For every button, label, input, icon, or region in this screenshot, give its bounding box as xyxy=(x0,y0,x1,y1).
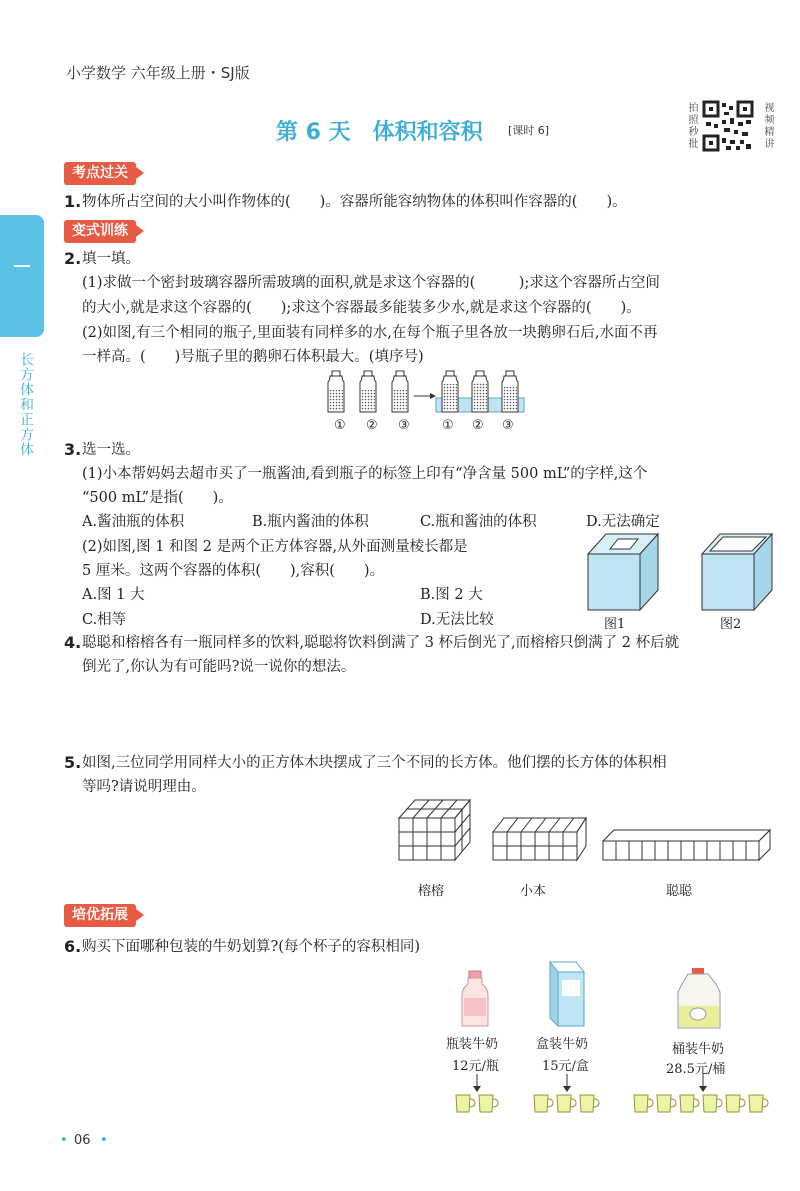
cuboid-name: 小本 xyxy=(520,884,547,899)
page-title: 第 6 天 体积和容积 xyxy=(276,120,483,145)
footer-dot-right: • xyxy=(100,1133,108,1148)
milk-carton-icon xyxy=(546,958,588,1028)
section-tag-extension: 培优拓展 xyxy=(64,904,136,927)
cup-icon xyxy=(747,1092,769,1118)
cube-container-figure-2 xyxy=(700,532,774,612)
product-price: 12元/瓶 xyxy=(452,1059,499,1074)
product-name: 瓶装牛奶 xyxy=(446,1037,499,1052)
down-arrow-icon xyxy=(562,1074,572,1092)
q3-text: 选一选。 xyxy=(82,442,140,458)
q2-part1-line2: 的大小,就是求这个容器的( );求这个容器最多能装多少水,就是求这个容器的( )。 xyxy=(82,300,641,316)
product-price: 15元/盒 xyxy=(542,1059,589,1074)
down-arrow-icon xyxy=(698,1074,708,1092)
q4-number: 4. xyxy=(64,633,82,652)
bottle-after-3 xyxy=(502,371,518,412)
figure-1-caption: 图1 xyxy=(604,617,626,632)
cup-icon xyxy=(477,1092,499,1118)
cups-carton xyxy=(532,1092,601,1118)
q2-part2-line1: (2)如图,有三个相同的瓶子,里面装有同样多的水,在每个瓶子里各放一块鹅卵石后,水面不再 xyxy=(82,325,658,341)
section-tag-practice: 变式训练 xyxy=(64,220,136,243)
milk-bottle-icon xyxy=(460,970,490,1028)
milk-jug-icon xyxy=(676,966,722,1030)
q3-option: A.酱油瓶的体积 xyxy=(82,514,185,530)
product-price: 28.5元/桶 xyxy=(666,1062,726,1077)
bottle-before-2 xyxy=(360,371,376,412)
cup-icon xyxy=(678,1092,700,1118)
bottle-label: ② xyxy=(366,418,378,433)
q3-part2-line1: (2)如图,图 1 和图 2 是两个正方体容器,从外面测量棱长都是 xyxy=(82,539,468,555)
down-arrow-icon xyxy=(472,1074,482,1092)
product-name: 盒装牛奶 xyxy=(536,1037,589,1052)
q3-option: B.瓶内酱油的体积 xyxy=(252,514,369,530)
q3-option: C.相等 xyxy=(82,612,127,628)
bottles-figure xyxy=(326,368,526,416)
q4-answer-area[interactable] xyxy=(82,682,772,748)
q3-option: C.瓶和酱油的体积 xyxy=(420,514,537,530)
book-header: 小学数学 六年级上册・SJ版 xyxy=(66,64,250,82)
cup-icon xyxy=(632,1092,654,1118)
cup-icon xyxy=(555,1092,577,1118)
page-number: 06 xyxy=(74,1133,91,1148)
cups-bottle xyxy=(454,1092,500,1118)
bottle-label: ① xyxy=(442,418,454,433)
qr-left-label: 拍照秒批 xyxy=(686,102,697,150)
figure-2-caption: 图2 xyxy=(720,617,742,632)
q2-part1-line1: (1)求做一个密封玻璃容器所需玻璃的面积,就是求这个容器的( );求这个容器所占空间 xyxy=(82,275,660,291)
cuboid-congcong xyxy=(602,828,772,862)
chapter-tab-mark xyxy=(14,265,30,267)
unit-side-label: 长方体和正方体 xyxy=(18,352,34,457)
cup-icon xyxy=(701,1092,723,1118)
q3-option: A.图 1 大 xyxy=(82,587,145,603)
q2-number: 2. xyxy=(64,249,82,268)
q3-option: B.图 2 大 xyxy=(420,587,483,603)
cup-icon xyxy=(454,1092,476,1118)
bottle-after-2 xyxy=(472,371,488,412)
cube-container-figure-1 xyxy=(586,532,660,612)
qr-right-label: 视频精讲 xyxy=(762,102,773,150)
q5-number: 5. xyxy=(64,753,82,772)
product-name: 桶装牛奶 xyxy=(672,1042,725,1057)
q4-line1: 聪聪和榕榕各有一瓶同样多的饮料,聪聪将饮料倒满了 3 杯后倒光了,而榕榕只倒满了 2 杯后就 xyxy=(82,635,680,651)
q4-line2: 倒光了,你认为有可能吗?说一说你的想法。 xyxy=(82,659,356,675)
chapter-side-tab xyxy=(0,215,44,337)
bottle-after-1 xyxy=(442,371,458,412)
q5-line2: 等吗?请说明理由。 xyxy=(82,779,206,795)
bottle-label: ③ xyxy=(398,418,410,433)
q6-text: 购买下面哪种包装的牛奶划算?(每个杯子的容积相同) xyxy=(82,939,421,955)
q1-number: 1. xyxy=(64,192,82,211)
q5-line1: 如图,三位同学用同样大小的正方体木块摆成了三个不同的长方体。他们摆的长方体的体积相 xyxy=(82,755,667,771)
cup-icon xyxy=(724,1092,746,1118)
q3-part2-line2: 5 厘米。这两个容器的体积( ),容积( )。 xyxy=(82,563,385,579)
bottle-before-1 xyxy=(328,371,344,412)
q3-option: D.无法确定 xyxy=(586,514,660,530)
cups-jug xyxy=(632,1092,770,1118)
cuboid-rongrong xyxy=(398,798,472,862)
qr-code-icon[interactable] xyxy=(702,100,754,152)
bottle-label: ③ xyxy=(502,418,514,433)
bottle-label: ① xyxy=(334,418,346,433)
q2-text: 填一填。 xyxy=(82,251,140,267)
cuboid-name: 聪聪 xyxy=(666,884,693,899)
cuboid-xiaoben xyxy=(492,816,588,862)
q6-number: 6. xyxy=(64,937,82,956)
bottle-label: ② xyxy=(472,418,484,433)
lesson-tag: [课时 6] xyxy=(508,124,550,137)
cup-icon xyxy=(532,1092,554,1118)
footer-dot-left: • xyxy=(60,1133,68,1148)
q3-part1-line1: (1)小本帮妈妈去超市买了一瓶酱油,看到瓶子的标签上印有“净含量 500 mL”的字样,这个 xyxy=(82,466,648,482)
q2-part2-line2: 一样高。( )号瓶子里的鹅卵石体积最大。(填序号) xyxy=(82,349,424,365)
cuboid-name: 榕榕 xyxy=(418,884,445,899)
section-tag-basics: 考点过关 xyxy=(64,162,136,185)
q3-part1-line2: “500 mL”是指( )。 xyxy=(82,490,233,506)
cup-icon xyxy=(578,1092,600,1118)
q1-text: 物体所占空间的大小叫作物体的( )。容器所能容纳物体的体积叫作容器的( )。 xyxy=(82,194,627,210)
q3-number: 3. xyxy=(64,440,82,459)
q3-option: D.无法比较 xyxy=(420,612,494,628)
bottle-before-3 xyxy=(392,371,408,412)
cup-icon xyxy=(655,1092,677,1118)
